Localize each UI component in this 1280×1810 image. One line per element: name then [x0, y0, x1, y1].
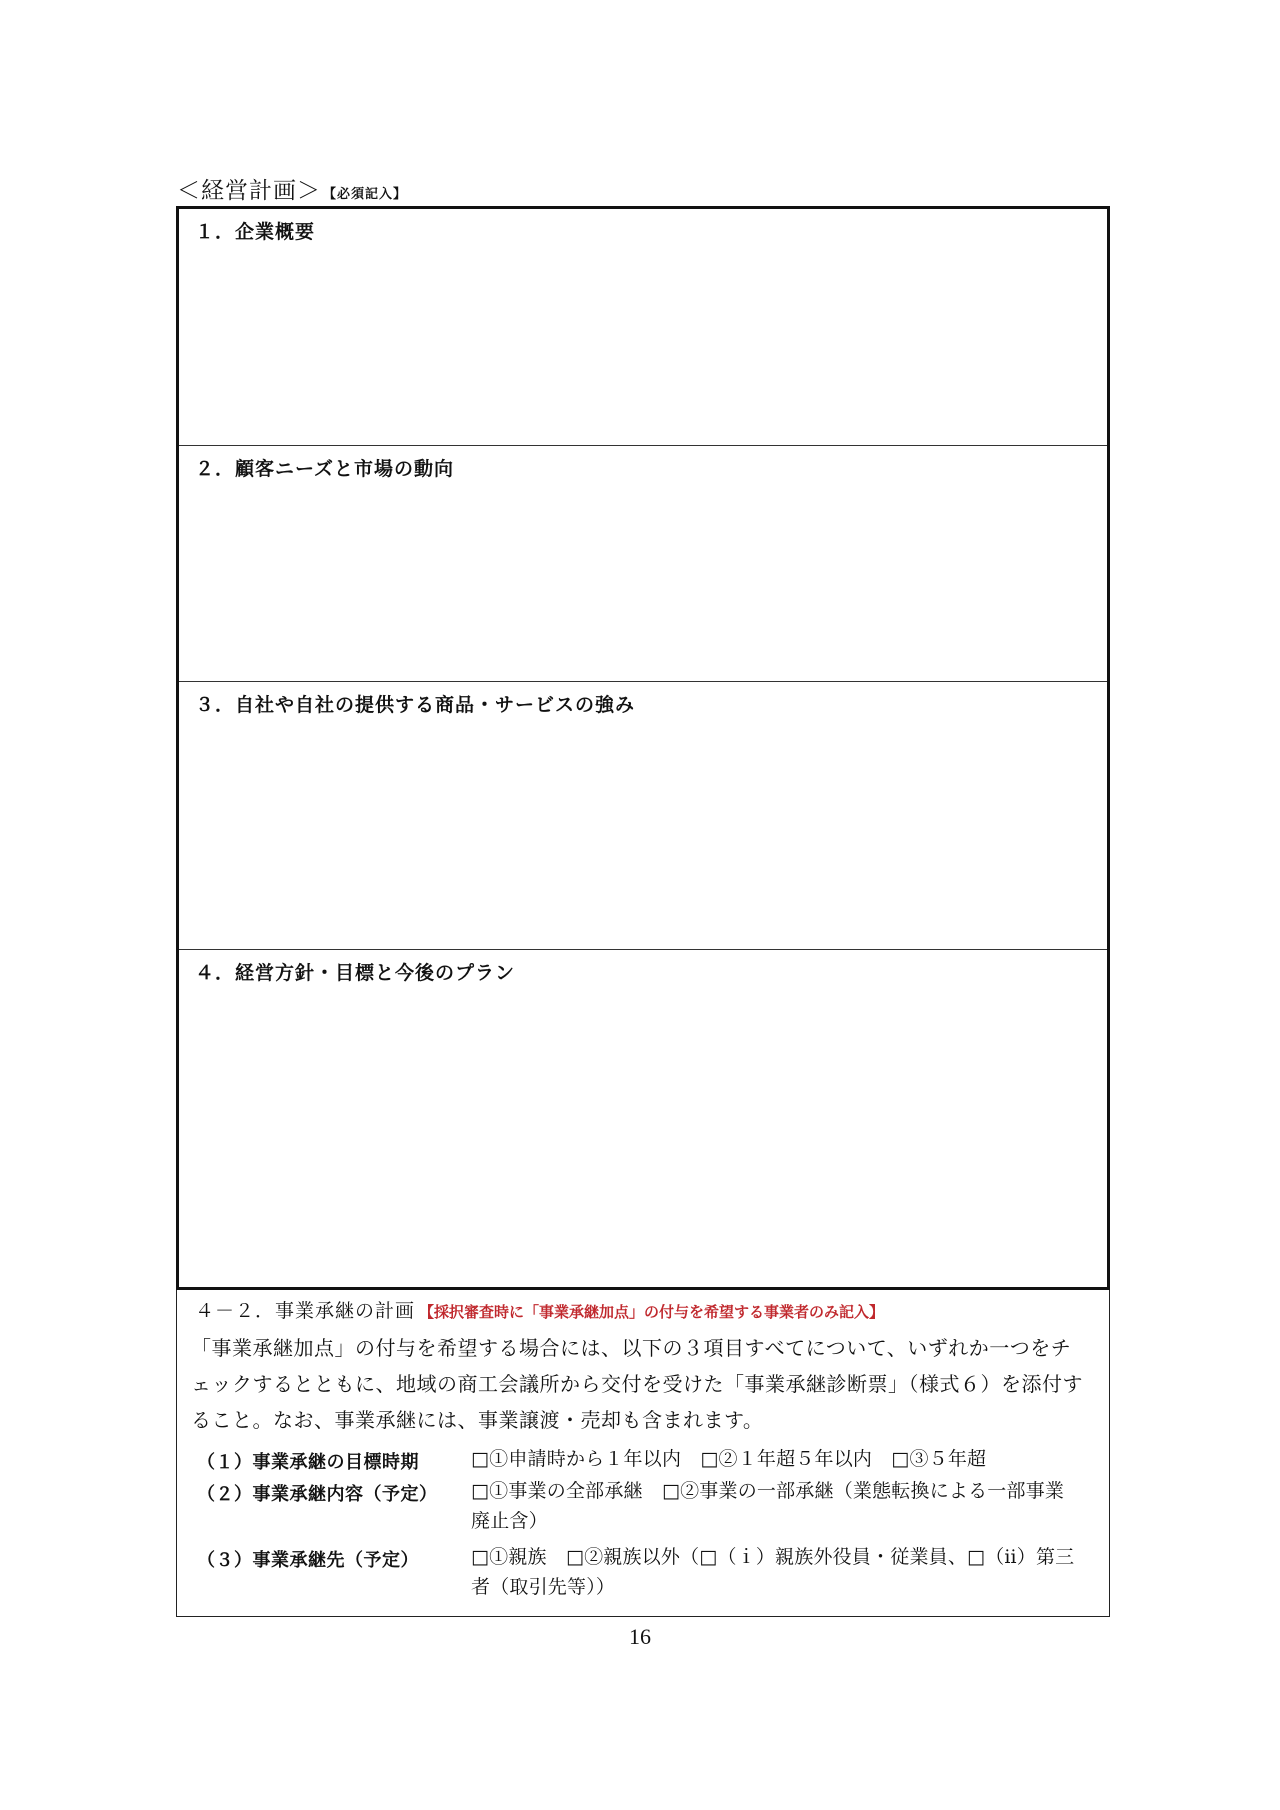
succession-note: 【採択審査時に「事業承継加点」の付与を希望する事業者のみ記入】 [419, 1303, 885, 1321]
succession-heading [195, 1296, 884, 1323]
succession-plan-box [176, 1290, 1110, 1617]
succession-instructions: 「事業承継加点」の付与を希望する場合には、以下の３項目すべてについて、いずれか一つをチェックするとともに、地域の商工会議所から交付を受けた「事業承継診断票」（様式６）を添付すること。なお、事業承継には、事業譲渡・売却も含まれます。 [191, 1336, 1083, 1432]
section-title: ３．自社や自社の提供する商品・サービスの強み [195, 694, 636, 716]
item-label-target-timing: （１）事業承継の目標時期 [197, 1452, 419, 1473]
form-heading [177, 172, 407, 205]
section-title: １．企業概要 [195, 221, 316, 243]
item-options-succession-content[interactable]: □①事業の全部承継 □②事業の一部承継（業態転換による一部事業廃止含） [471, 1480, 1065, 1532]
section-company-overview[interactable] [179, 209, 1107, 445]
section-management-plan[interactable] [179, 949, 1107, 1287]
section-strengths[interactable] [179, 681, 1107, 949]
succession-title: ４－２．事業承継の計画 [195, 1300, 416, 1322]
item-options-successor[interactable]: □①親族 □②親族以外（□（ｉ）親族外役員・従業員、□（ⅱ）第三者（取引先等）） [471, 1546, 1075, 1598]
item-label-successor: （３）事業承継先（予定） [197, 1550, 419, 1571]
item-options-target-timing[interactable]: □①申請時から１年以内 □②１年超５年以内 □③５年超 [471, 1448, 987, 1470]
item-label-succession-content: （２）事業承継内容（予定） [197, 1484, 438, 1505]
required-note: 【必須記入】 [323, 187, 408, 202]
form-title: ＜経営計画＞ [177, 178, 321, 204]
page-number: 16 [629, 1624, 651, 1649]
section-title: ２．顧客ニーズと市場の動向 [195, 458, 455, 480]
business-plan-table [176, 206, 1110, 1290]
section-title: ４．経営方針・目標と今後のプラン [195, 962, 516, 984]
section-customer-needs[interactable] [179, 445, 1107, 681]
